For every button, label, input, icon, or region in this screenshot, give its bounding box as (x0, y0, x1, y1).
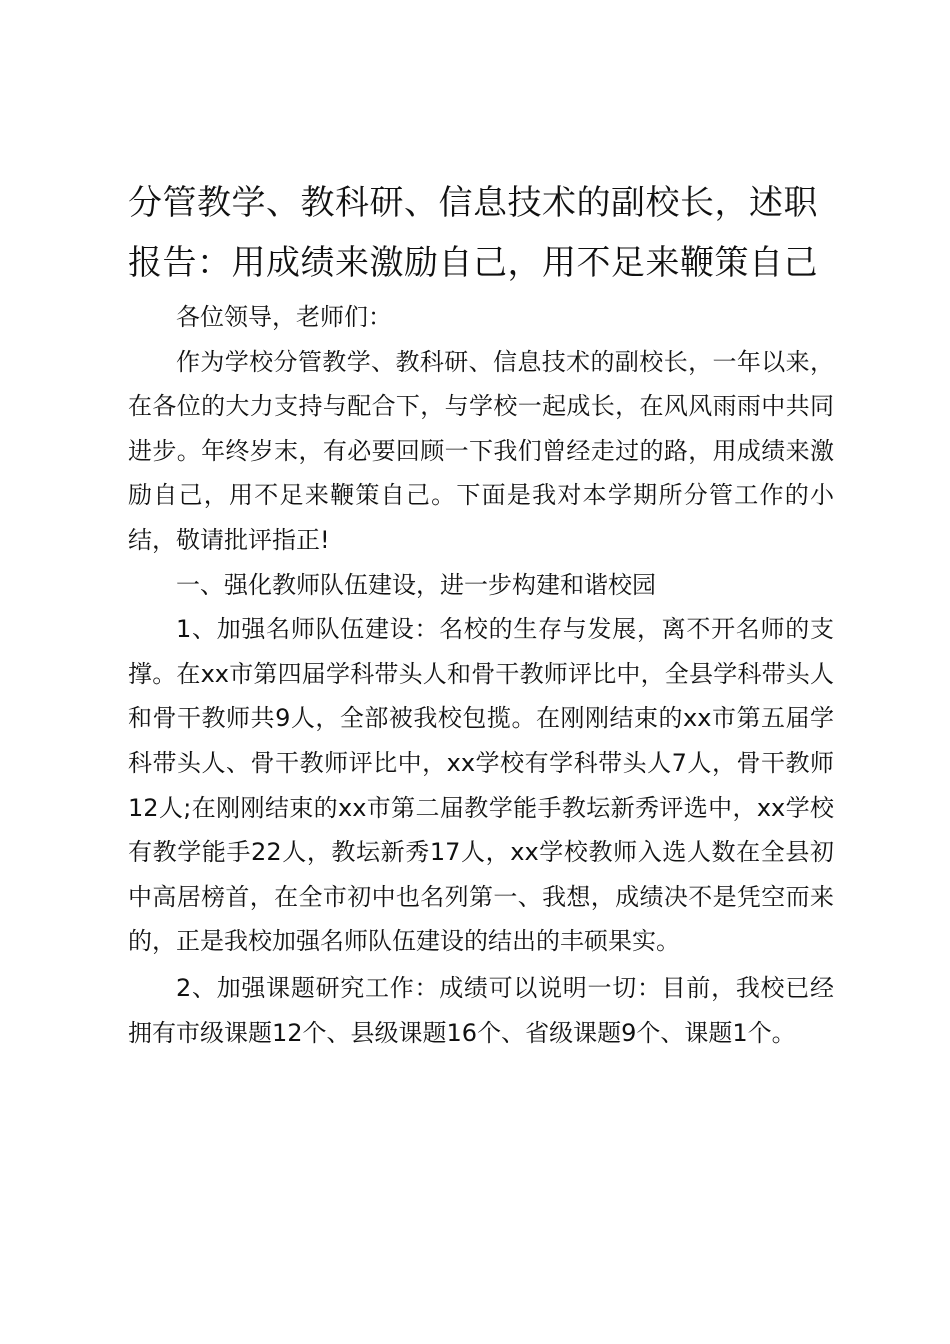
teacher-team-paragraph: 1、加强名师队伍建设：名校的生存与发展，离不开名师的支撑。在xx市第四届学科带头人和骨干教师评比中，全县学科带头人和骨干教师共9人，全部被我校包揽。在刚刚结束的xx市第五届学科带头人、骨干教师评比中，xx学校有学科带头人7人，骨干教师12人;在刚刚结束的xx市第二届教学能手教坛新秀评选中，xx学校有教学能手22人，教坛新秀17人，xx学校教师入选人数在全县初中高居榜首，在全市初中也名列第一、我想，成绩决不是凭空而来的，正是我校加强名师队伍建设的结出的丰硕果实。 (128, 615, 834, 956)
document-page (128, 173, 834, 1055)
intro-paragraph: 作为学校分管教学、教科研、信息技术的副校长，一年以来，在各位的大力支持与配合下，与学校一起成长，在风风雨雨中共同进步。年终岁末，有必要回顾一下我们曾经走过的路，用成绩来激励自己，用不足来鞭策自己。下面是我对本学期所分管工作的小结，敬请批评指正! (128, 347, 834, 554)
greeting-paragraph: 各位领导，老师们： (176, 303, 392, 331)
document-title: 分管教学、教科研、信息技术的副校长，述职报告：用成绩来激励自己，用不足来鞭策自己 (128, 183, 818, 283)
section-heading: 一、强化教师队伍建设，进一步构建和谐校园 (176, 570, 656, 599)
research-paragraph: 2、加强课题研究工作：成绩可以说明一切：目前，我校已经拥有市级课题12个、县级课题16个、省级课题9个、课题1个。 (128, 973, 834, 1047)
